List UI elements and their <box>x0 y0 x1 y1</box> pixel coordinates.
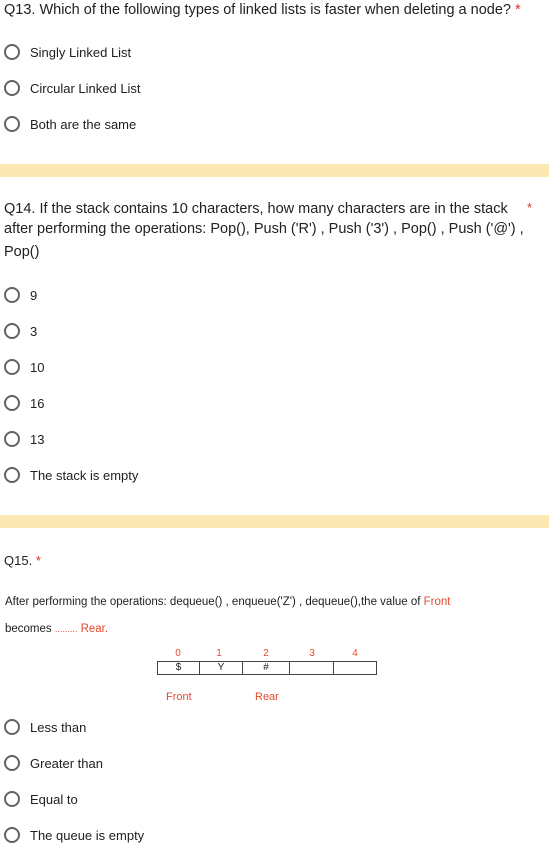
radio-button[interactable] <box>4 395 20 411</box>
queue-cell: $ <box>157 661 200 675</box>
q14-option-6[interactable] <box>4 464 138 486</box>
required-mark: * <box>35 553 41 568</box>
option-label: 9 <box>30 287 38 303</box>
q14-option-3[interactable] <box>4 356 44 378</box>
queue-front-label: Front <box>166 691 192 703</box>
q14-title-text-2: after performing the operations: Pop(), Push ('R') , Push ('3') , Pop() , Push ('@') , <box>4 221 524 237</box>
queue-rear-label: Rear <box>255 691 279 703</box>
radio-button[interactable] <box>4 791 20 807</box>
q15-image-blank: ......... <box>54 624 78 634</box>
q13-title <box>4 0 521 20</box>
option-label: Less than <box>30 719 87 735</box>
option-label: Both are the same <box>30 116 137 132</box>
section-divider <box>0 515 549 528</box>
q15-image-text: becomes <box>5 623 55 635</box>
option-label: 10 <box>30 359 45 375</box>
q15-image-front-word: Front <box>423 596 451 608</box>
queue-cell: Y <box>199 661 243 675</box>
radio-button[interactable] <box>4 44 20 60</box>
required-mark: * <box>515 2 521 18</box>
q15-option-1[interactable] <box>4 716 86 738</box>
q14-title-line2 <box>4 219 524 239</box>
radio-button[interactable] <box>4 323 20 339</box>
q13-option-3[interactable] <box>4 113 136 135</box>
option-label: Greater than <box>30 755 103 771</box>
q15-image-line2 <box>5 623 108 635</box>
q15-image-line1 <box>5 596 451 608</box>
q14-option-5[interactable] <box>4 428 44 450</box>
q15-image-text: After performing the operations: dequeue() , enqueue('Z') , dequeue(),the value of <box>5 596 424 608</box>
queue-cell: # <box>242 661 290 675</box>
queue-index: 2 <box>263 648 269 659</box>
radio-button[interactable] <box>4 467 20 483</box>
radio-button[interactable] <box>4 359 20 375</box>
queue-index: 4 <box>352 648 358 659</box>
q15-image-rear-word: Rear. <box>77 623 109 635</box>
q14-option-4[interactable] <box>4 392 44 414</box>
q14-option-2[interactable] <box>4 320 37 342</box>
option-label: Circular Linked List <box>30 80 141 96</box>
q14-title-line3 <box>4 242 39 262</box>
q15-title-text: Q15. <box>4 553 33 568</box>
radio-button[interactable] <box>4 80 20 96</box>
queue-index: 3 <box>309 648 315 659</box>
required-mark: * <box>527 200 533 215</box>
q15-option-2[interactable] <box>4 752 103 774</box>
radio-button[interactable] <box>4 116 20 132</box>
q14-title-line1 <box>4 199 508 219</box>
option-label: Equal to <box>30 791 78 807</box>
option-label: 16 <box>30 395 45 411</box>
option-label: The stack is empty <box>30 467 139 483</box>
q13-option-1[interactable] <box>4 41 131 63</box>
radio-button[interactable] <box>4 431 20 447</box>
option-label: Singly Linked List <box>30 44 132 60</box>
radio-button[interactable] <box>4 755 20 771</box>
q13-title-text: Q13. Which of the following types of linked lists is faster when deleting a node? <box>4 2 511 18</box>
queue-cell <box>333 661 377 675</box>
q15-option-4[interactable] <box>4 824 144 846</box>
radio-button[interactable] <box>4 719 20 735</box>
q14-title-text-1: Q14. If the stack contains 10 characters, how many characters are in the stack <box>4 201 508 217</box>
queue-cell <box>289 661 334 675</box>
q14-option-1[interactable] <box>4 284 37 306</box>
queue-index: 0 <box>175 648 181 659</box>
q15-option-3[interactable] <box>4 788 78 810</box>
q13-option-2[interactable] <box>4 77 141 99</box>
option-label: 3 <box>30 323 38 339</box>
radio-button[interactable] <box>4 287 20 303</box>
q15-title <box>4 551 41 571</box>
q14-title-text-3: Pop() <box>4 244 40 260</box>
radio-button[interactable] <box>4 827 20 843</box>
option-label: 13 <box>30 431 45 447</box>
option-label: The queue is empty <box>30 827 145 843</box>
queue-index: 1 <box>216 648 222 659</box>
section-divider <box>0 164 549 177</box>
